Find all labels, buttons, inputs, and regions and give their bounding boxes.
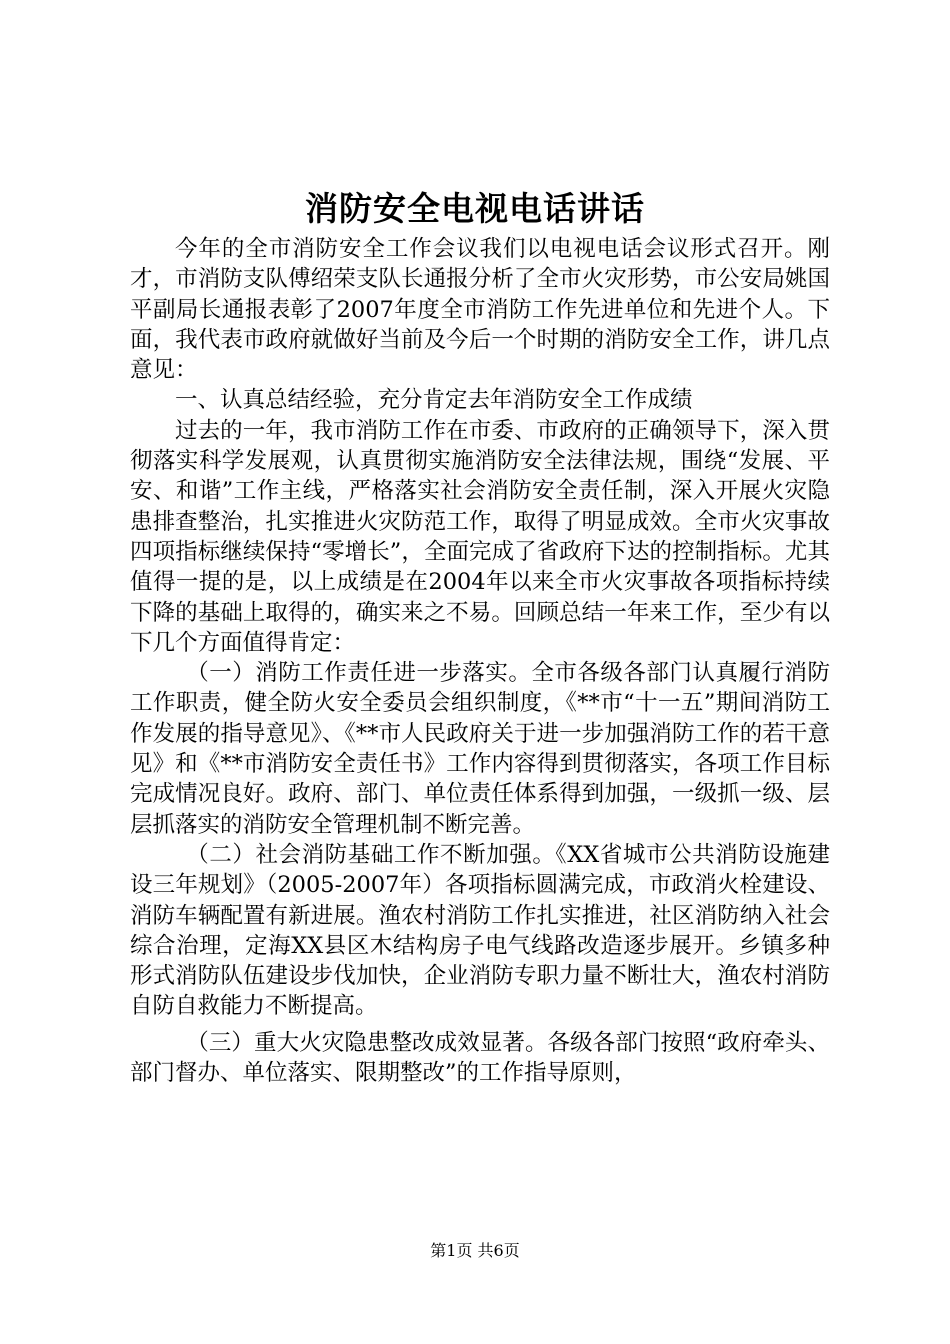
paragraph-point-1: （一）消防工作责任进一步落实。全市各级各部门认真履行消防工作职责，健全防火安全委员会组织制度，《**市“十一五”期间消防工作发展的指导意见》、《**市人民政府关于进一步加强消防工作的若干意见》和《**市消防安全责任书》工作内容得到贯彻落实，各项工作目标完成情况良好。政府、部门、单位责任体系得到加强，一级抓一级、层层抓落实的消防安全管理机制不断完善。: [130, 660, 830, 838]
section-heading-1: 一、认真总结经验，充分肯定去年消防安全工作成绩: [175, 387, 693, 414]
paragraph-point-2: （二）社会消防基础工作不断加强。《XX省城市公共消防设施建设三年规划》（2005-2007年）各项指标圆满完成，市政消火栓建设、消防车辆配置有新进展。渔农村消防工作扎实推进，社区消防纳入社会综合治理，定海XX县区木结构房子电气线路改造逐步展开。乡镇多种形式消防队伍建设步伐加快，企业消防专职力量不断壮大，渔农村消防自防自救能力不断提高。: [130, 841, 830, 1020]
paragraph-point-3: （三）重大火灾隐患整改成效显著。各级各部门按照“政府牵头、部门督办、单位落实、限期整改”的工作指导原则，: [130, 1029, 830, 1087]
page-footer: 第1页 共6页: [430, 1241, 520, 1260]
paragraph-intro: 今年的全市消防安全工作会议我们以电视电话会议形式召开。刚才，市消防支队傅绍荣支队长通报分析了全市火灾形势，市公安局姚国平副局长通报表彰了2007年度全市消防工作先进单位和先进个人。下面，我代表市政府就做好当前及今后一个时期的消防安全工作，讲几点意见：: [130, 236, 830, 384]
page-title: 消防安全电视电话讲话: [305, 189, 645, 228]
paragraph-review: 过去的一年，我市消防工作在市委、市政府的正确领导下，深入贯彻落实科学发展观，认真贯彻实施消防安全法律法规，围绕“发展、平安、和谐”工作主线，严格落实社会消防安全责任制，深入开展火灾隐患排查整治，扎实推进火灾防范工作，取得了明显成效。全市火灾事故四项指标继续保持“零增长”，全面完成了省政府下达的控制指标。尤其值得一提的是，以上成绩是在2004年以来全市火灾事故各项指标持续下降的基础上取得的，确实来之不易。回顾总结一年来工作，至少有以下几个方面值得肯定：: [130, 417, 830, 656]
document-body: [130, 234, 830, 1088]
